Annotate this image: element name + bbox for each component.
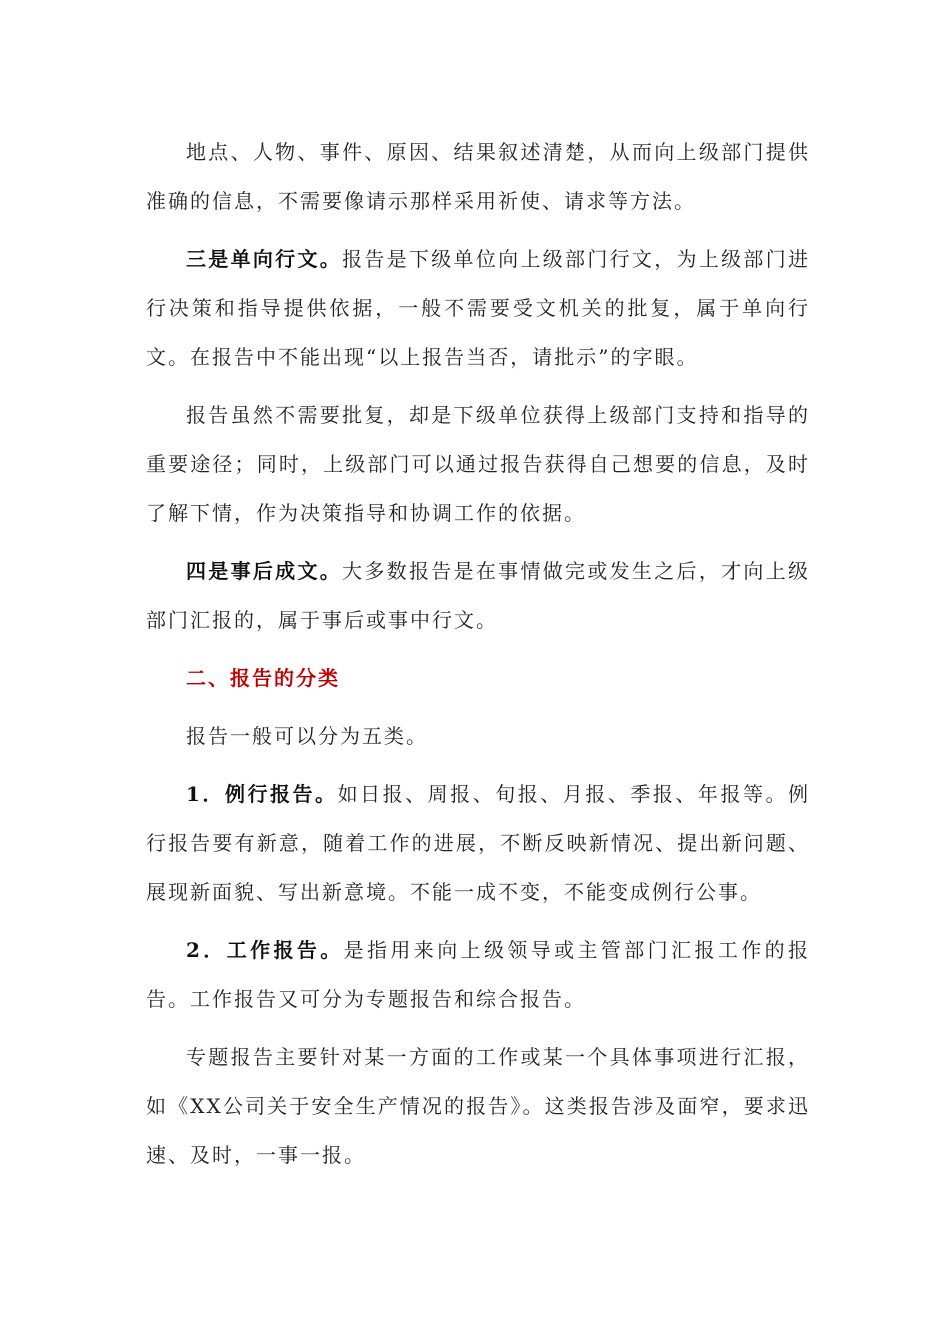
paragraph-continuation bbox=[146, 128, 810, 226]
paragraph-text: 地点、人物、事件、原因、结果叙述清楚，从而向上级部门提供准确的信息，不需要像请示那样采用祈使、请求等方法。 bbox=[146, 140, 810, 213]
paragraph-text: 如日报、周报、旬报、月报、季报、年报等。例行报告要有新意，随着工作的进展，不断反映新情况、提出新问题、展现新面貌、写出新意境。不能一成不变，不能变成例行公事。 bbox=[146, 782, 811, 904]
paragraph-lead: 1．例行报告。 bbox=[186, 782, 338, 806]
paragraph-text: 报告一般可以分为五类。 bbox=[186, 724, 428, 748]
document-body bbox=[146, 128, 810, 1189]
paragraph-lead: 2．工作报告。 bbox=[186, 938, 344, 962]
paragraph-text: 是指用来向上级领导或主管部门汇报工作的报告。工作报告又可分为专题报告和综合报告。 bbox=[146, 938, 811, 1011]
paragraph-one-way-document bbox=[146, 235, 810, 382]
paragraph-approval-note bbox=[146, 391, 810, 538]
paragraph-text: 报告虽然不需要批复，却是下级单位获得上级部门支持和指导的重要途径；同时，上级部门可以通过报告获得自己想要的信息，及时了解下情，作为决策指导和协调工作的依据。 bbox=[146, 403, 810, 525]
paragraph-categories-intro bbox=[146, 712, 810, 761]
paragraph-text: 报告是下级单位向上级部门行文，为上级部门进行决策和指导提供依据，一般不需要受文机关的批复，属于单向行文。在报告中不能出现“以上报告当否，请批示”的字眼。 bbox=[146, 247, 811, 369]
paragraph-after-event bbox=[146, 547, 810, 645]
paragraph-routine-report bbox=[146, 770, 810, 917]
paragraph-lead: 四是事后成文。 bbox=[186, 559, 343, 583]
section-heading: 二、报告的分类 bbox=[186, 666, 340, 690]
paragraph-text: 大多数报告是在事情做完或发生之后，才向上级部门汇报的，属于事后或事中行文。 bbox=[146, 559, 811, 632]
paragraph-text: 专题报告主要针对某一方面的工作或某一个具体事项进行汇报，如《XX公司关于安全生产情况的报告》。这类报告涉及面窄，要求迅速、及时，一事一报。 bbox=[146, 1045, 810, 1167]
paragraph-work-report bbox=[146, 926, 810, 1024]
paragraph-lead: 三是单向行文。 bbox=[186, 247, 343, 271]
paragraph-special-report bbox=[146, 1033, 810, 1180]
